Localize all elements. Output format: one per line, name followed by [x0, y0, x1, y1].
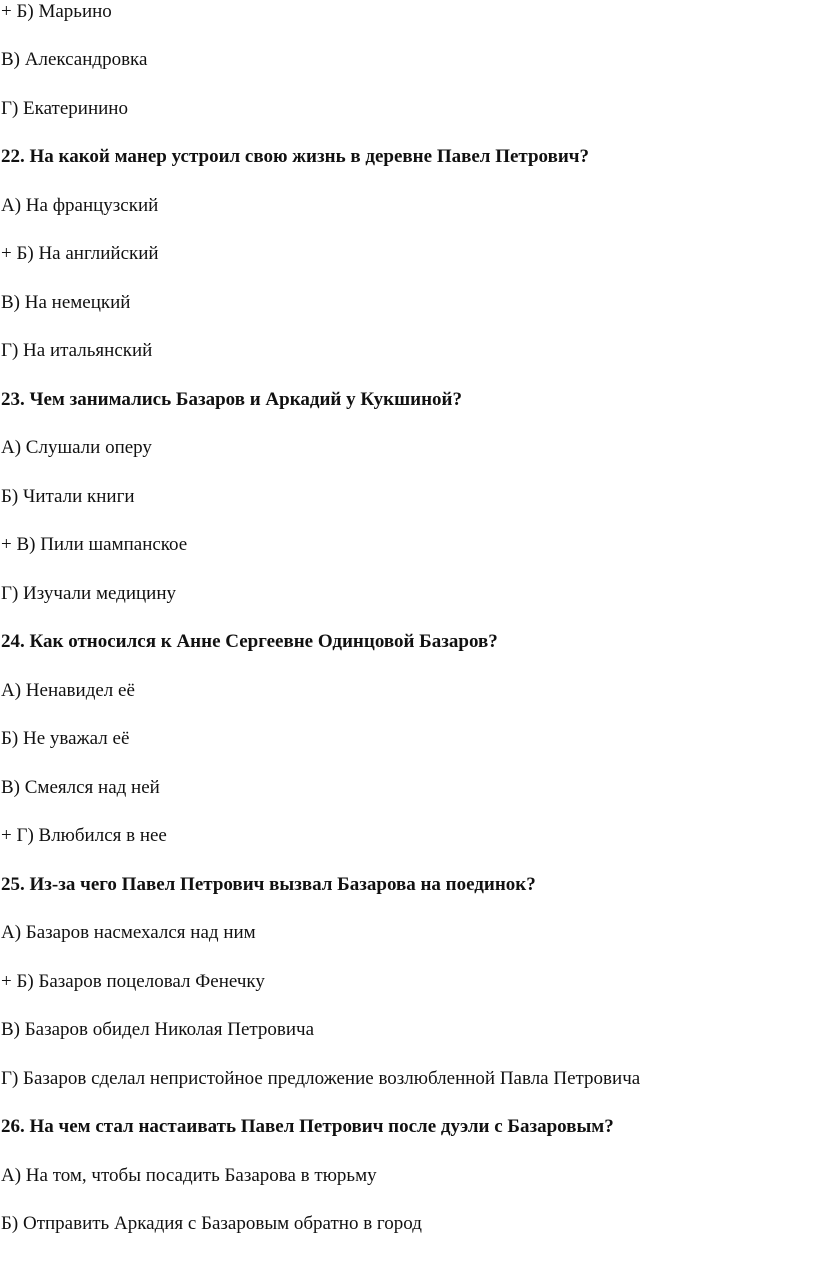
answer-option: Б) Отправить Аркадия с Базаровым обратно в город: [1, 1213, 422, 1234]
question-heading: 22. На какой манер устроил свою жизнь в деревне Павел Петрович?: [1, 146, 589, 167]
answer-option: Г) Екатеринино: [1, 98, 128, 119]
answer-option: Г) На итальянский: [1, 340, 153, 361]
answer-option: Б) Не уважал её: [1, 728, 130, 749]
answer-option: + Б) Базаров поцеловал Фенечку: [1, 971, 265, 992]
answer-option: А) Слушали оперу: [1, 437, 152, 458]
question-heading: 25. Из-за чего Павел Петрович вызвал Базарова на поединок?: [1, 874, 536, 895]
answer-option: В) Александровка: [1, 49, 148, 70]
answer-option: + Б) На английский: [1, 243, 159, 264]
question-heading: 23. Чем занимались Базаров и Аркадий у Кукшиной?: [1, 389, 463, 410]
answer-option: В) Смеялся над ней: [1, 777, 160, 798]
answer-option: + В) Пили шампанское: [1, 534, 188, 555]
answer-option: А) На французский: [1, 195, 159, 216]
answer-option: + Б) Марьино: [1, 1, 112, 22]
answer-option: Г) Изучали медицину: [1, 583, 176, 604]
answer-option: А) Ненавидел её: [1, 680, 135, 701]
answer-option: А) На том, чтобы посадить Базарова в тюрьму: [1, 1165, 377, 1186]
answer-option: Б) Читали книги: [1, 486, 135, 507]
question-heading: 24. Как относился к Анне Сергеевне Одинцовой Базаров?: [1, 631, 498, 652]
answer-option: + Г) Влюбился в нее: [1, 825, 167, 846]
answer-option: В) Базаров обидел Николая Петровича: [1, 1019, 315, 1040]
answer-option: Г) Базаров сделал непристойное предложение возлюбленной Павла Петровича: [1, 1068, 641, 1089]
answer-option: А) Базаров насмехался над ним: [1, 922, 256, 943]
answer-option: В) На немецкий: [1, 292, 131, 313]
question-heading: 26. На чем стал настаивать Павел Петрович после дуэли с Базаровым?: [1, 1116, 614, 1137]
